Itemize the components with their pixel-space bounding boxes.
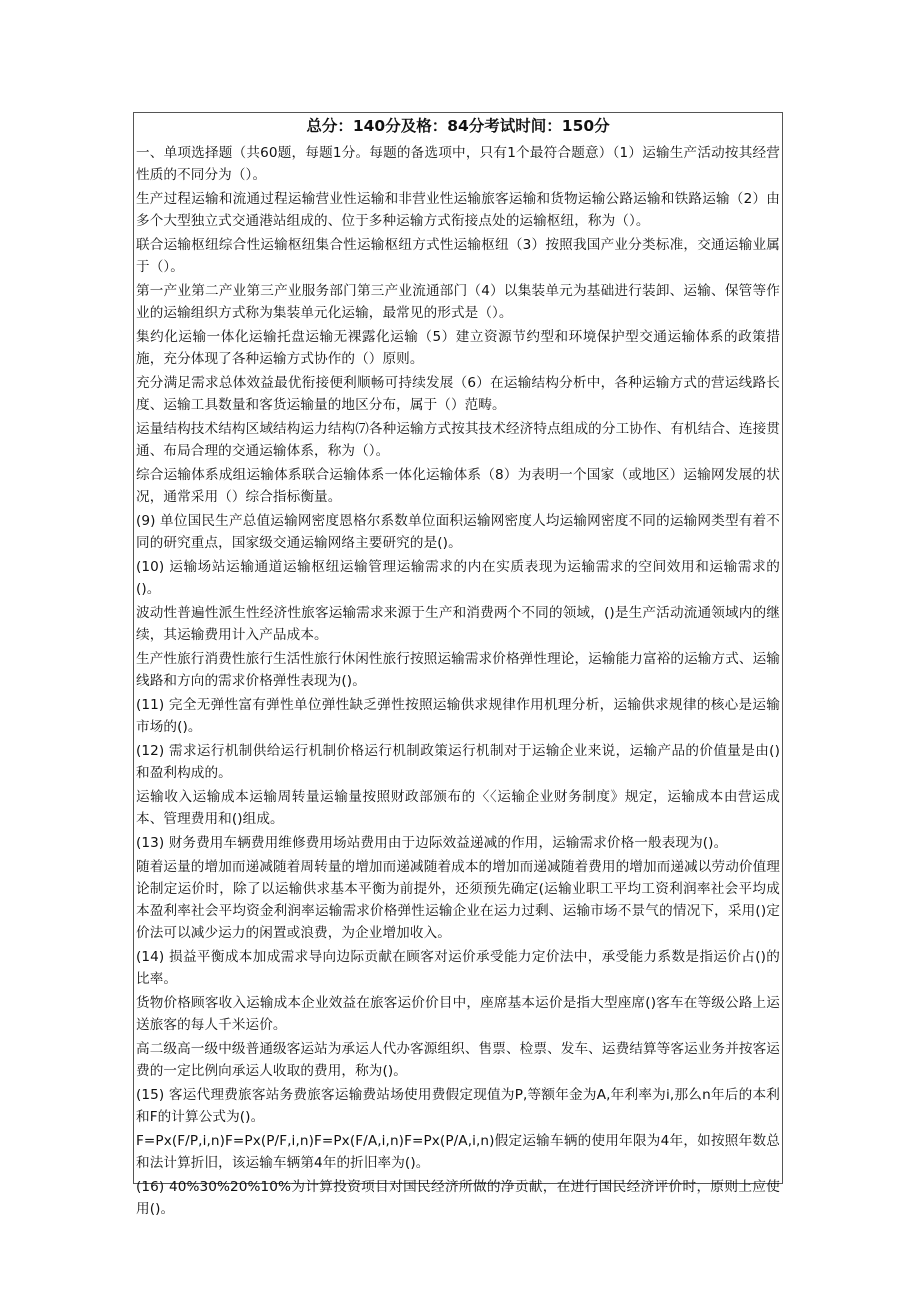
question-paragraph: 集约化运输一体化运输托盘运输无裸露化运输（5）建立资源节约型和环境保护型交通运输体系的政策措施，充分体现了各种运输方式协作的（）原则。 — [136, 329, 780, 367]
question-paragraph: F=Px(F/P,i,n)F=Px(P/F,i,n)F=Px(F/A,i,n)F=Px(P/A,i,n)假定运输车辆的使用年限为4年，如按照年数总和法计算折旧，该运输车辆第4年的折旧率为()。 — [136, 1133, 780, 1171]
question-paragraph: (12) 需求运行机制供给运行机制价格运行机制政策运行机制对于运输企业来说，运输产品的价值量是由()和盈利构成的。 — [136, 743, 780, 781]
question-paragraph: 生产性旅行消费性旅行生活性旅行休闲性旅行按照运输需求价格弹性理论，运输能力富裕的运输方式、运输线路和方向的需求价格弹性表现为()。 — [136, 651, 780, 689]
question-paragraph: 货物价格顾客收入运输成本企业效益在旅客运价价目中，座席基本运价是指大型座席()客车在等级公路上运送旅客的每人千米运价。 — [136, 995, 780, 1033]
question-paragraph: 运输收入运输成本运输周转量运输量按照财政部颁布的〈〈运输企业财务制度》规定，运输成本由营运成本、管理费用和()组成。 — [136, 789, 780, 827]
question-paragraph: 充分满足需求总体效益最优衔接便利顺畅可持续发展（6）在运输结构分析中，各种运输方式的营运线路长度、运输工具数量和客货运输量的地区分布，属于（）范畴。 — [136, 375, 780, 413]
question-paragraph: (16) 40%30%20%10%为计算投资项目对国民经济所做的净贡献，在进行国民经济评价时，原则上应使用()。 — [136, 1179, 780, 1217]
question-paragraph: (9) 单位国民生产总值运输网密度恩格尔系数单位面积运输网密度人均运输网密度不同的运输网类型有着不同的研究重点，国家级交通运输网络主要研究的是()。 — [136, 513, 780, 551]
question-paragraph: 高二级高一级中级普通级客运站为承运人代办客源组织、售票、检票、发车、运费结算等客运业务并按客运费的一定比例向承运人收取的费用，称为()。 — [136, 1041, 780, 1079]
question-paragraph: (13) 财务费用车辆费用维修费用场站费用由于边际效益递减的作用，运输需求价格一般表现为()。 — [136, 835, 728, 851]
question-list — [136, 142, 780, 1220]
question-paragraph: 综合运输体系成组运输体系联合运输体系一体化运输体系（8）为表明一个国家（或地区）运输网发展的状况，通常采用（）综合指标衡量。 — [136, 467, 780, 505]
exam-document — [133, 112, 783, 1217]
question-paragraph: 生产过程运输和流通过程运输营业性运输和非营业性运输旅客运输和货物运输公路运输和铁路运输（2）由多个大型独立式交通港站组成的、位于多种运输方式衔接点处的运输枢纽，称为（）。 — [136, 191, 780, 229]
question-paragraph: (11) 完全无弹性富有弹性单位弹性缺乏弹性按照运输供求规律作用机理分析，运输供求规律的核心是运输市场的()。 — [136, 697, 780, 735]
exam-header: 总分：140分及格：84分考试时间：150分 — [306, 117, 610, 135]
question-paragraph: 波动性普遍性派生性经济性旅客运输需求来源于生产和消费两个不同的领域，()是生产活动流通领域内的继续，其运输费用计入产品成本。 — [136, 605, 780, 643]
question-paragraph: 第一产业第二产业第三产业服务部门第三产业流通部门（4）以集装单元为基础进行装卸、运输、保管等作业的运输组织方式称为集装单元化运输，最常见的形式是（）。 — [136, 283, 780, 321]
question-paragraph: 联合运输枢纽综合性运输枢纽集合性运输枢纽方式性运输枢纽（3）按照我国产业分类标准，交通运输业属于（）。 — [136, 237, 780, 275]
question-paragraph: 运量结构技术结构区域结构运力结构⑺各种运输方式按其技术经济特点组成的分工协作、有机结合、连接贯通、布局合理的交通运输体系，称为（）。 — [136, 421, 780, 459]
question-paragraph: (14) 损益平衡成本加成需求导向边际贡献在顾客对运价承受能力定价法中，承受能力系数是指运价占()的比率。 — [136, 949, 780, 987]
question-paragraph: (10) 运输场站运输通道运输枢纽运输管理运输需求的内在实质表现为运输需求的空间效用和运输需求的()。 — [136, 559, 780, 597]
question-paragraph: 一、单项选择题（共60题，每题1分。每题的备选项中，只有1个最符合题意）（1）运输生产活动按其经营性质的不同分为（）。 — [136, 145, 780, 183]
question-paragraph: 随着运量的增加而递减随着周转量的增加而递减随着成本的增加而递减随着费用的增加而递减以劳动价值理论制定运价时，除了以运输供求基本平衡为前提外，还须预先确定(运输业职工平均工资利润率社会平均成本盈利率社会平均资金利润率运输需求价格弹性运输企业在运力过剩、运输市场不景气的情况下，采用()定价法可以减少运力的闲置或浪费，为企业增加收入。 — [136, 859, 780, 941]
question-paragraph: (15) 客运代理费旅客站务费旅客运输费站场使用费假定现值为P,等额年金为A,年利率为i,那么n年后的本利和F的计算公式为()。 — [136, 1087, 780, 1125]
